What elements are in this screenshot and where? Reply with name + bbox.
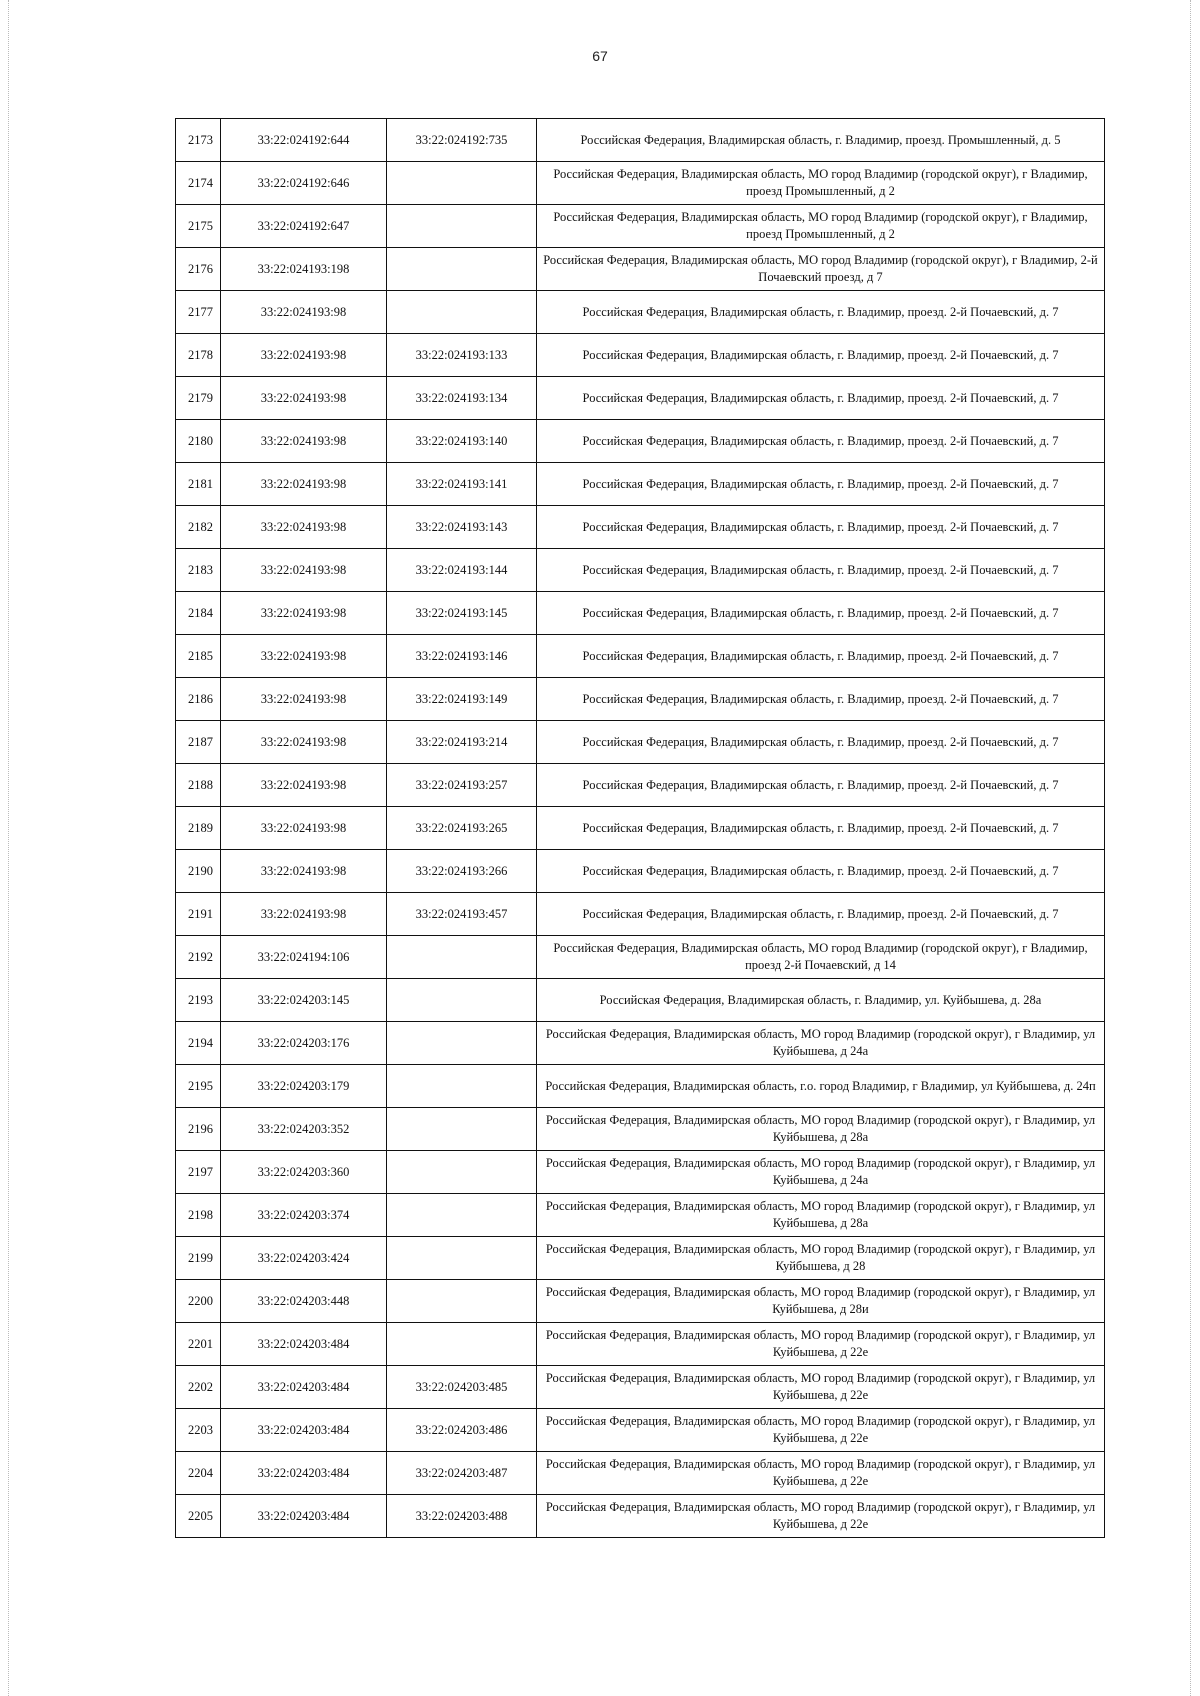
right-scan-edge: [1190, 0, 1193, 1696]
sub-cadastral-number-cell: 33:22:024192:735: [387, 119, 537, 162]
sub-cadastral-number-cell: 33:22:024203:487: [387, 1452, 537, 1495]
address-cell: Российская Федерация, Владимирская область, г. Владимир, ул. Куйбышева, д. 28а: [537, 979, 1105, 1022]
table-row: [176, 377, 1105, 420]
table-row: [176, 1495, 1105, 1538]
address-cell: Российская Федерация, Владимирская область, МО город Владимир (городской округ), г Владимир, ул Куйбышева, д 24а: [537, 1151, 1105, 1194]
table-row: [176, 764, 1105, 807]
row-number-cell: 2203: [176, 1409, 221, 1452]
page-number: 67: [592, 48, 608, 64]
table-row: [176, 893, 1105, 936]
cadastral-number-cell: 33:22:024193:98: [221, 807, 387, 850]
row-number-cell: 2191: [176, 893, 221, 936]
cadastral-number-cell: 33:22:024203:352: [221, 1108, 387, 1151]
address-cell: Российская Федерация, Владимирская область, г. Владимир, проезд. 2-й Почаевский, д. 7: [537, 678, 1105, 721]
cadastral-number-cell: 33:22:024193:198: [221, 248, 387, 291]
table-row: [176, 1151, 1105, 1194]
sub-cadastral-number-cell: [387, 1151, 537, 1194]
cadastral-number-cell: 33:22:024192:646: [221, 162, 387, 205]
sub-cadastral-number-cell: 33:22:024203:485: [387, 1366, 537, 1409]
sub-cadastral-number-cell: 33:22:024193:257: [387, 764, 537, 807]
address-cell: Российская Федерация, Владимирская область, МО город Владимир (городской округ), г Владимир, ул Куйбышева, д 22е: [537, 1452, 1105, 1495]
sub-cadastral-number-cell: [387, 162, 537, 205]
row-number-cell: 2204: [176, 1452, 221, 1495]
sub-cadastral-number-cell: [387, 1194, 537, 1237]
row-number-cell: 2187: [176, 721, 221, 764]
cadastral-number-cell: 33:22:024203:374: [221, 1194, 387, 1237]
table-row: [176, 1409, 1105, 1452]
address-cell: Российская Федерация, Владимирская область, г. Владимир, проезд. 2-й Почаевский, д. 7: [537, 334, 1105, 377]
left-scan-edge: [8, 0, 11, 1696]
address-cell: Российская Федерация, Владимирская область, г. Владимир, проезд. 2-й Почаевский, д. 7: [537, 420, 1105, 463]
table-row: [176, 1065, 1105, 1108]
cadastral-number-cell: 33:22:024203:484: [221, 1323, 387, 1366]
cadastral-number-cell: 33:22:024193:98: [221, 635, 387, 678]
sub-cadastral-number-cell: [387, 248, 537, 291]
row-number-cell: 2178: [176, 334, 221, 377]
address-cell: Российская Федерация, Владимирская область, г. Владимир, проезд. 2-й Почаевский, д. 7: [537, 635, 1105, 678]
address-cell: Российская Федерация, Владимирская область, МО город Владимир (городской округ), г Владимир, ул Куйбышева, д 22е: [537, 1366, 1105, 1409]
address-cell: Российская Федерация, Владимирская область, МО город Владимир (городской округ), г Владимир, 2-й Почаевский проезд, д 7: [537, 248, 1105, 291]
row-number-cell: 2199: [176, 1237, 221, 1280]
address-cell: Российская Федерация, Владимирская область, г. Владимир, проезд. 2-й Почаевский, д. 7: [537, 549, 1105, 592]
table-row: [176, 119, 1105, 162]
cadastral-number-cell: 33:22:024193:98: [221, 291, 387, 334]
sub-cadastral-number-cell: [387, 1065, 537, 1108]
table-row: [176, 1452, 1105, 1495]
row-number-cell: 2190: [176, 850, 221, 893]
table-row: [176, 1280, 1105, 1323]
sub-cadastral-number-cell: 33:22:024193:214: [387, 721, 537, 764]
row-number-cell: 2198: [176, 1194, 221, 1237]
cadastral-number-cell: 33:22:024203:176: [221, 1022, 387, 1065]
table-row: [176, 721, 1105, 764]
cadastral-number-cell: 33:22:024203:424: [221, 1237, 387, 1280]
table-row: [176, 162, 1105, 205]
table-row: [176, 334, 1105, 377]
row-number-cell: 2205: [176, 1495, 221, 1538]
table-row: [176, 1323, 1105, 1366]
table-row: [176, 1237, 1105, 1280]
address-cell: Российская Федерация, Владимирская область, г. Владимир, проезд. 2-й Почаевский, д. 7: [537, 721, 1105, 764]
cadastral-table-body: [176, 119, 1105, 1538]
address-cell: Российская Федерация, Владимирская область, г. Владимир, проезд. 2-й Почаевский, д. 7: [537, 893, 1105, 936]
address-cell: Российская Федерация, Владимирская область, г.о. город Владимир, г Владимир, ул Куйбышева, д. 24п: [537, 1065, 1105, 1108]
sub-cadastral-number-cell: 33:22:024193:141: [387, 463, 537, 506]
address-cell: Российская Федерация, Владимирская область, г. Владимир, проезд. 2-й Почаевский, д. 7: [537, 592, 1105, 635]
cadastral-number-cell: 33:22:024203:179: [221, 1065, 387, 1108]
table-row: [176, 807, 1105, 850]
row-number-cell: 2177: [176, 291, 221, 334]
row-number-cell: 2195: [176, 1065, 221, 1108]
address-cell: Российская Федерация, Владимирская область, МО город Владимир (городской округ), г Владимир, ул Куйбышева, д 28: [537, 1237, 1105, 1280]
table-row: [176, 1022, 1105, 1065]
table-row: [176, 936, 1105, 979]
address-cell: Российская Федерация, Владимирская область, МО город Владимир (городской округ), г Владимир, ул Куйбышева, д 22е: [537, 1323, 1105, 1366]
cadastral-number-cell: 33:22:024203:448: [221, 1280, 387, 1323]
row-number-cell: 2188: [176, 764, 221, 807]
cadastral-number-cell: 33:22:024193:98: [221, 463, 387, 506]
address-cell: Российская Федерация, Владимирская область, г. Владимир, проезд. 2-й Почаевский, д. 7: [537, 463, 1105, 506]
sub-cadastral-number-cell: 33:22:024193:265: [387, 807, 537, 850]
row-number-cell: 2185: [176, 635, 221, 678]
sub-cadastral-number-cell: 33:22:024193:133: [387, 334, 537, 377]
row-number-cell: 2192: [176, 936, 221, 979]
address-cell: Российская Федерация, Владимирская область, МО город Владимир (городской округ), г Владимир, ул Куйбышева, д 24а: [537, 1022, 1105, 1065]
cadastral-number-cell: 33:22:024193:98: [221, 549, 387, 592]
sub-cadastral-number-cell: 33:22:024193:266: [387, 850, 537, 893]
table-row: [176, 1108, 1105, 1151]
address-cell: Российская Федерация, Владимирская область, МО город Владимир (городской округ), г Владимир, проезд 2-й Почаевский, д 14: [537, 936, 1105, 979]
row-number-cell: 2189: [176, 807, 221, 850]
row-number-cell: 2201: [176, 1323, 221, 1366]
sub-cadastral-number-cell: [387, 936, 537, 979]
cadastral-number-cell: 33:22:024203:484: [221, 1409, 387, 1452]
cadastral-number-cell: 33:22:024194:106: [221, 936, 387, 979]
sub-cadastral-number-cell: 33:22:024203:486: [387, 1409, 537, 1452]
cadastral-number-cell: 33:22:024193:98: [221, 377, 387, 420]
row-number-cell: 2173: [176, 119, 221, 162]
table-row: [176, 549, 1105, 592]
row-number-cell: 2181: [176, 463, 221, 506]
cadastral-number-cell: 33:22:024193:98: [221, 678, 387, 721]
sub-cadastral-number-cell: [387, 205, 537, 248]
table-row: [176, 205, 1105, 248]
table-row: [176, 850, 1105, 893]
cadastral-table: [175, 118, 1105, 1538]
address-cell: Российская Федерация, Владимирская область, г. Владимир, проезд. 2-й Почаевский, д. 7: [537, 506, 1105, 549]
row-number-cell: 2200: [176, 1280, 221, 1323]
table-row: [176, 592, 1105, 635]
address-cell: Российская Федерация, Владимирская область, г. Владимир, проезд. 2-й Почаевский, д. 7: [537, 807, 1105, 850]
row-number-cell: 2202: [176, 1366, 221, 1409]
cadastral-number-cell: 33:22:024193:98: [221, 764, 387, 807]
address-cell: Российская Федерация, Владимирская область, г. Владимир, проезд. 2-й Почаевский, д. 7: [537, 764, 1105, 807]
table-row: [176, 678, 1105, 721]
table-row: [176, 420, 1105, 463]
table-row: [176, 248, 1105, 291]
row-number-cell: 2193: [176, 979, 221, 1022]
row-number-cell: 2179: [176, 377, 221, 420]
row-number-cell: 2182: [176, 506, 221, 549]
sub-cadastral-number-cell: [387, 979, 537, 1022]
sub-cadastral-number-cell: 33:22:024193:145: [387, 592, 537, 635]
table-row: [176, 635, 1105, 678]
cadastral-number-cell: 33:22:024193:98: [221, 592, 387, 635]
sub-cadastral-number-cell: 33:22:024193:144: [387, 549, 537, 592]
row-number-cell: 2186: [176, 678, 221, 721]
row-number-cell: 2184: [176, 592, 221, 635]
sub-cadastral-number-cell: [387, 291, 537, 334]
address-cell: Российская Федерация, Владимирская область, МО город Владимир (городской округ), г Владимир, ул Куйбышева, д 28и: [537, 1280, 1105, 1323]
row-number-cell: 2197: [176, 1151, 221, 1194]
row-number-cell: 2176: [176, 248, 221, 291]
row-number-cell: 2194: [176, 1022, 221, 1065]
sub-cadastral-number-cell: 33:22:024203:488: [387, 1495, 537, 1538]
sub-cadastral-number-cell: 33:22:024193:146: [387, 635, 537, 678]
row-number-cell: 2174: [176, 162, 221, 205]
cadastral-number-cell: 33:22:024203:145: [221, 979, 387, 1022]
sub-cadastral-number-cell: 33:22:024193:134: [387, 377, 537, 420]
address-cell: Российская Федерация, Владимирская область, г. Владимир, проезд. Промышленный, д. 5: [537, 119, 1105, 162]
cadastral-number-cell: 33:22:024193:98: [221, 420, 387, 463]
cadastral-number-cell: 33:22:024193:98: [221, 334, 387, 377]
row-number-cell: 2196: [176, 1108, 221, 1151]
cadastral-number-cell: 33:22:024192:647: [221, 205, 387, 248]
sub-cadastral-number-cell: [387, 1108, 537, 1151]
cadastral-number-cell: 33:22:024193:98: [221, 850, 387, 893]
cadastral-number-cell: 33:22:024192:644: [221, 119, 387, 162]
sub-cadastral-number-cell: [387, 1323, 537, 1366]
cadastral-number-cell: 33:22:024203:360: [221, 1151, 387, 1194]
cadastral-number-cell: 33:22:024193:98: [221, 893, 387, 936]
table-row: [176, 463, 1105, 506]
cadastral-number-cell: 33:22:024193:98: [221, 721, 387, 764]
sub-cadastral-number-cell: [387, 1237, 537, 1280]
cadastral-number-cell: 33:22:024203:484: [221, 1452, 387, 1495]
table-row: [176, 979, 1105, 1022]
table-row: [176, 291, 1105, 334]
address-cell: Российская Федерация, Владимирская область, г. Владимир, проезд. 2-й Почаевский, д. 7: [537, 377, 1105, 420]
sub-cadastral-number-cell: 33:22:024193:457: [387, 893, 537, 936]
address-cell: Российская Федерация, Владимирская область, МО город Владимир (городской округ), г Владимир, ул Куйбышева, д 22е: [537, 1409, 1105, 1452]
cadastral-number-cell: 33:22:024193:98: [221, 506, 387, 549]
address-cell: Российская Федерация, Владимирская область, г. Владимир, проезд. 2-й Почаевский, д. 7: [537, 291, 1105, 334]
address-cell: Российская Федерация, Владимирская область, МО город Владимир (городской округ), г Владимир, ул Куйбышева, д 22е: [537, 1495, 1105, 1538]
row-number-cell: 2175: [176, 205, 221, 248]
cadastral-number-cell: 33:22:024203:484: [221, 1366, 387, 1409]
address-cell: Российская Федерация, Владимирская область, МО город Владимир (городской округ), г Владимир, ул Куйбышева, д 28а: [537, 1194, 1105, 1237]
row-number-cell: 2183: [176, 549, 221, 592]
sub-cadastral-number-cell: 33:22:024193:143: [387, 506, 537, 549]
table-row: [176, 1194, 1105, 1237]
cadastral-number-cell: 33:22:024203:484: [221, 1495, 387, 1538]
sub-cadastral-number-cell: [387, 1022, 537, 1065]
table-row: [176, 506, 1105, 549]
row-number-cell: 2180: [176, 420, 221, 463]
address-cell: Российская Федерация, Владимирская область, г. Владимир, проезд. 2-й Почаевский, д. 7: [537, 850, 1105, 893]
sub-cadastral-number-cell: 33:22:024193:149: [387, 678, 537, 721]
table-row: [176, 1366, 1105, 1409]
address-cell: Российская Федерация, Владимирская область, МО город Владимир (городской округ), г Владимир, проезд Промышленный, д 2: [537, 205, 1105, 248]
address-cell: Российская Федерация, Владимирская область, МО город Владимир (городской округ), г Владимир, проезд Промышленный, д 2: [537, 162, 1105, 205]
address-cell: Российская Федерация, Владимирская область, МО город Владимир (городской округ), г Владимир, ул Куйбышева, д 28а: [537, 1108, 1105, 1151]
sub-cadastral-number-cell: 33:22:024193:140: [387, 420, 537, 463]
sub-cadastral-number-cell: [387, 1280, 537, 1323]
